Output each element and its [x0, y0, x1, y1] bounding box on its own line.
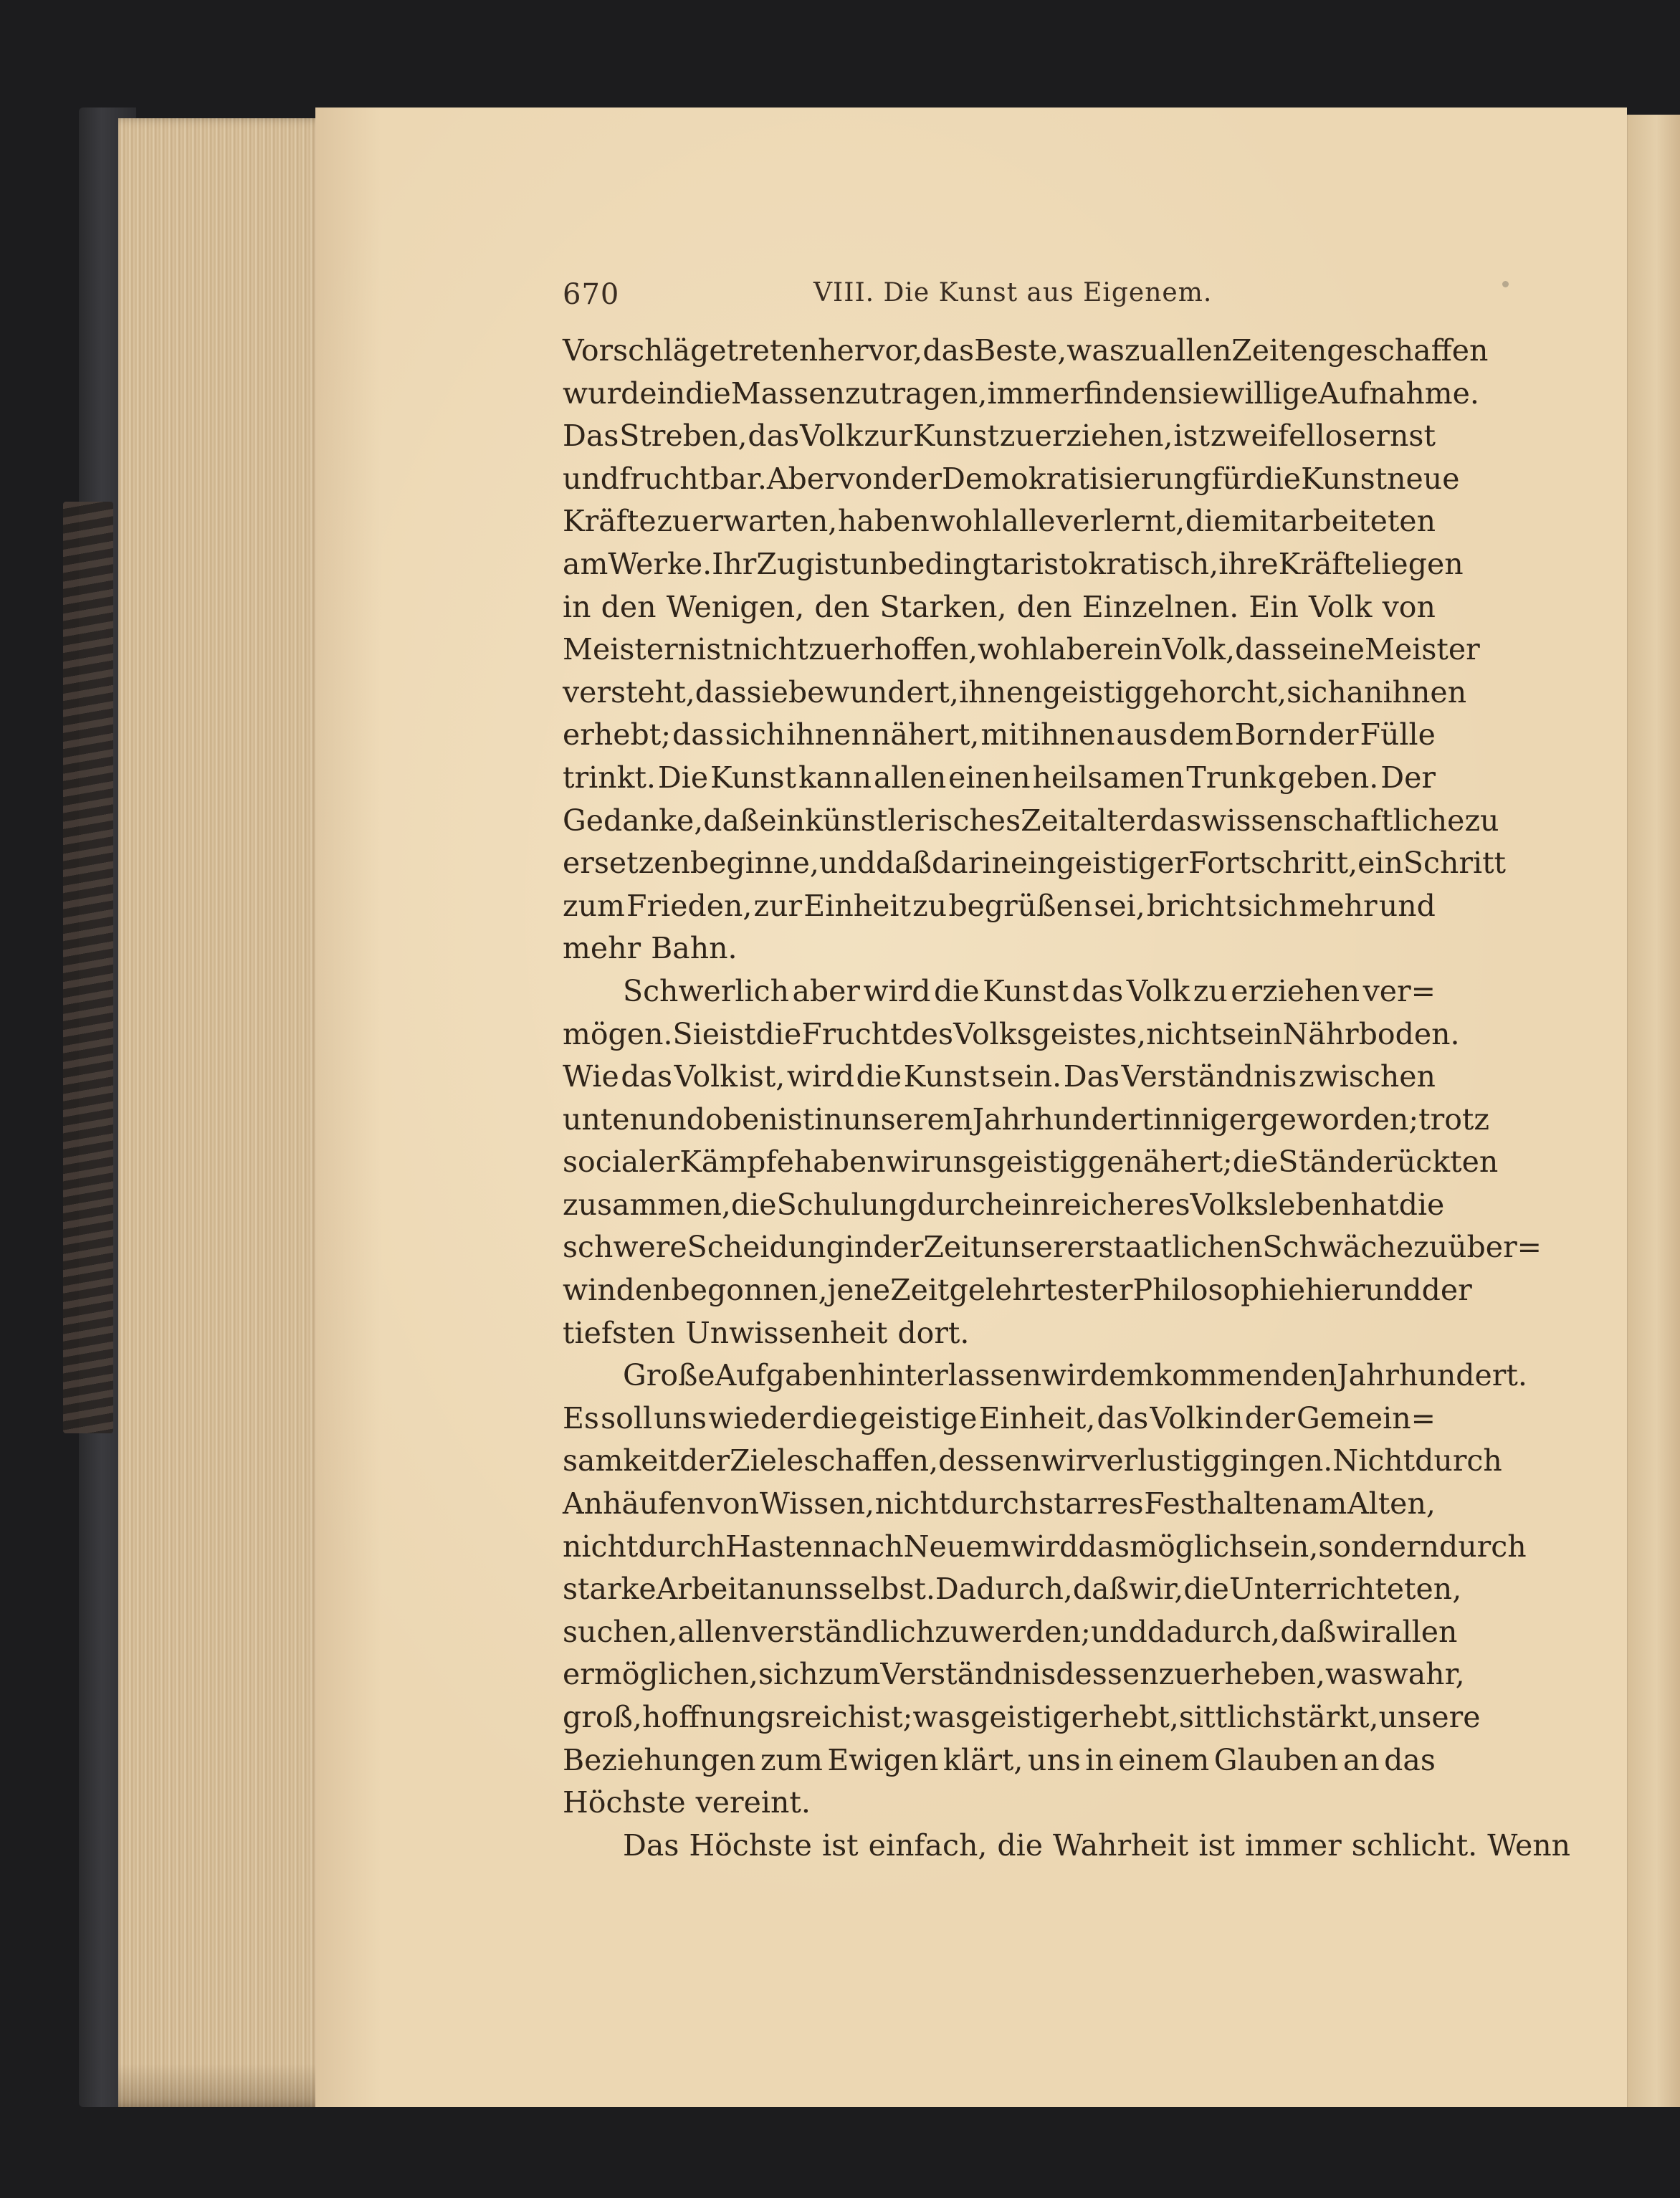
text-line: winden begonnen, jene Zeit gelehrtester Philosophie hier und der	[563, 1273, 1472, 1308]
text-line: ermöglichen, sich zum Verständnis dessen zu erheben, was wahr,	[563, 1657, 1465, 1692]
text-line: Meistern ist nicht zu erhoffen, wohl aber ein Volk, das seine Meister	[563, 632, 1480, 667]
text-line: Gedanke, daß ein künstlerisches Zeitalter das wissenschaftliche zu	[563, 803, 1499, 838]
text-line: zusammen, die Schulung durch ein reicheres Volksleben hat die	[563, 1187, 1445, 1222]
page-edges-shadow	[118, 2064, 326, 2107]
text-line: Anhäufen von Wissen, nicht durch starres Festhalten am Alten,	[563, 1486, 1436, 1521]
text-line: mögen. Sie ist die Frucht des Volksgeistes, nicht sein Nährboden.	[563, 1016, 1460, 1051]
text-line: nicht durch Hasten nach Neuem wird das möglich sein, sondern durch	[563, 1529, 1527, 1564]
cover-ornament	[63, 502, 113, 1433]
page-number: 670	[563, 278, 620, 311]
text-line: trinkt. Die Kunst kann allen einen heilsamen Trunk geben. Der	[563, 760, 1436, 795]
dust-speck	[1502, 281, 1509, 287]
text-line: starke Arbeit an uns selbst. Dadurch, daß wir, die Unterrichteten,	[563, 1572, 1462, 1607]
text-line: zum Frieden, zur Einheit zu begrüßen sei, bricht sich mehr und	[563, 888, 1436, 923]
text-line: Schwerlich aber wird die Kunst das Volk zu erziehen ver=	[623, 973, 1436, 1008]
text-line: mehr Bahn.	[563, 931, 738, 966]
text-line: Höchste vereint.	[563, 1785, 811, 1820]
text-line: ersetzen beginne, und daß darin ein geistiger Fortschritt, ein Schritt	[563, 846, 1507, 881]
text-line: und fruchtbar. Aber von der Demokratisierung für die Kunst neue	[563, 461, 1460, 496]
text-line: versteht, das sie bewundert, ihnen geistig gehorcht, sich an ihnen	[563, 674, 1467, 709]
text-line: tiefsten Unwissenheit dort.	[563, 1315, 970, 1350]
text-line: Das Streben, das Volk zur Kunst zu erziehen, ist zweifellos ernst	[563, 419, 1436, 454]
text-line: wurde in die Massen zu tragen, immer finden sie willige Aufnahme.	[563, 376, 1479, 411]
text-line: erhebt; das sich ihnen nähert, mit ihnen aus dem Born der Fülle	[563, 717, 1436, 752]
text-line: Das Höchste ist einfach, die Wahrheit ist immer schlicht. Wenn	[623, 1827, 1571, 1863]
facing-page-edge	[1621, 115, 1680, 2107]
text-line: suchen, allen verständlich zu werden; und dadurch, daß wir allen	[563, 1614, 1458, 1649]
text-line: Wie das Volk ist, wird die Kunst sein. Das Verständnis zwischen	[563, 1059, 1436, 1094]
text-line: schwere Scheidung in der Zeit unserer staatlichen Schwäche zu über=	[563, 1230, 1542, 1265]
body-text	[563, 330, 1571, 1867]
text-line: Kräfte zu erwarten, haben wohl alle verlernt, die mit arbeiteten	[563, 504, 1436, 539]
text-line: Große Aufgaben hinterlassen wir dem kommenden Jahrhundert.	[623, 1358, 1527, 1393]
chapter-title: VIII. Die Kunst aus Eigenem.	[813, 278, 1213, 307]
text-line: Beziehungen zum Ewigen klärt, uns in einem Glauben an das	[563, 1742, 1436, 1777]
text-line: socialer Kämpfe haben wir uns geistig genähert; die Stände rückten	[563, 1145, 1499, 1180]
text-line: groß, hoffnungsreich ist; was geistig erhebt, sittlich stärkt, unsere	[563, 1700, 1481, 1734]
text-line: samkeit der Ziele schaffen, dessen wir verlustig gingen. Nicht durch	[563, 1443, 1502, 1478]
text-line: am Werke. Ihr Zug ist unbedingt aristokratisch, ihre Kräfte liegen	[563, 546, 1464, 581]
running-header	[563, 272, 1444, 322]
text-line: in den Wenigen, den Starken, den Einzelnen. Ein Volk von	[563, 589, 1436, 624]
text-line: unten und oben ist in unserem Jahrhundert inniger geworden; trotz	[563, 1102, 1489, 1137]
text-line: Es soll uns wieder die geistige Einheit, das Volk in der Gemein=	[563, 1400, 1436, 1435]
page-edges	[118, 118, 326, 2107]
text-line: Vorschläge treten hervor, das Beste, was zu allen Zeiten geschaffen	[563, 333, 1489, 368]
